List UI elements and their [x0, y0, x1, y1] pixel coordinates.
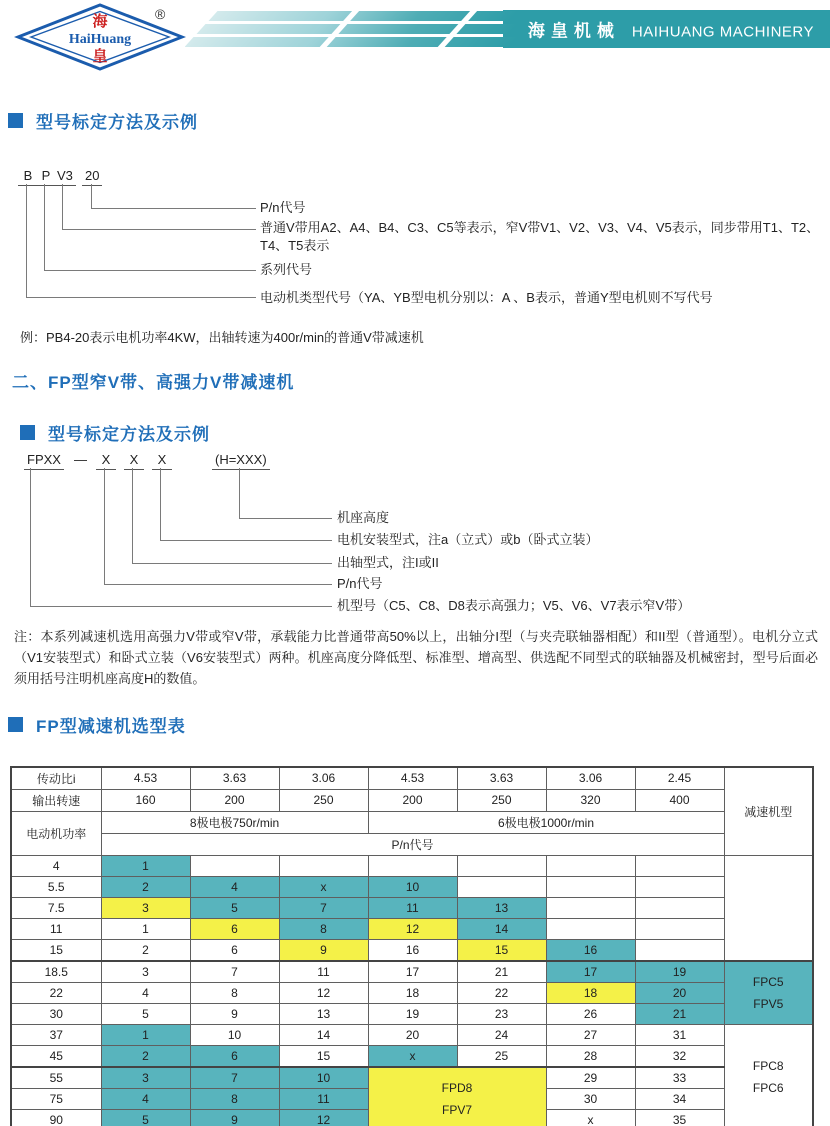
speed-value-cell: 200: [368, 789, 457, 811]
diagram2-label-model: 机型号（C5、C8、D8表示高强力；V5、V6、V7表示窄V带）: [337, 598, 691, 613]
pn-code-cell: 18: [368, 982, 457, 1003]
pn-code-cell: 10: [368, 876, 457, 897]
power-value-cell: 4: [11, 855, 101, 876]
ratio-value-cell: 3.06: [546, 767, 635, 789]
speed-value-cell: 250: [279, 789, 368, 811]
ratio-value-cell: 3.06: [279, 767, 368, 789]
pn-code-cell: 2: [101, 939, 190, 961]
selection-table: [10, 766, 814, 1126]
pn-code-cell: [546, 897, 635, 918]
pn-code-cell: 4: [101, 982, 190, 1003]
pn-code-cell: 3: [101, 1067, 190, 1089]
registered-trademark-icon: ®: [155, 6, 166, 22]
pn-code-cell: [368, 855, 457, 876]
ratio-value-cell: 2.45: [635, 767, 724, 789]
pn-code-cell: 28: [546, 1045, 635, 1067]
pn-code-cell: 32: [635, 1045, 724, 1067]
speed-value-cell: 320: [546, 789, 635, 811]
pn-code-cell: x: [546, 1109, 635, 1126]
section2-heading: 二、FP型窄V带、高强力V带减速机: [12, 373, 295, 392]
pn-code-cell: 21: [457, 961, 546, 983]
diagram1-label-belt: 普通V带用A2、A4、B4、C3、C5等表示，窄V带V1、V2、V3、V4、V5表示，同步带用T1、T2、T4、T5表示: [260, 220, 820, 253]
pn-code-cell: [635, 918, 724, 939]
pn-code-cell: 13: [457, 897, 546, 918]
pn-code-cell: [190, 855, 279, 876]
code-height: (H=XXX): [212, 452, 270, 470]
pn-code-cell: 12: [279, 982, 368, 1003]
connector-line: [30, 468, 332, 607]
pn-code-cell: 21: [635, 1003, 724, 1024]
pn-code-cell: 13: [279, 1003, 368, 1024]
pn-code-cell: 9: [279, 939, 368, 961]
power-value-cell: 5.5: [11, 876, 101, 897]
diagram2-label-mounting: 电机安装型式，注a（立式）或b（卧式立装）: [337, 532, 599, 547]
pn-code-cell: 12: [368, 918, 457, 939]
company-name-en: HAIHUANG MACHINERY: [631, 23, 814, 41]
model-type-cell: FPC5 FPV5: [724, 961, 813, 1025]
speed-value-cell: 200: [190, 789, 279, 811]
connector-line: [26, 184, 256, 298]
pn-code-cell: 9: [190, 1109, 279, 1126]
pn-code-cell: 6: [190, 918, 279, 939]
power-value-cell: 37: [11, 1024, 101, 1045]
pn-code-cell: [546, 876, 635, 897]
table-section-heading-text: FP型减速机选型表: [36, 717, 186, 736]
diagram2-label-pn: P/n代号: [337, 576, 383, 591]
pn-code-cell: 14: [457, 918, 546, 939]
pn-code-cell: x: [368, 1045, 457, 1067]
logo-char-top: 海: [92, 13, 108, 30]
pn-code-cell: 11: [279, 1088, 368, 1109]
pn-code-cell: 33: [635, 1067, 724, 1089]
banner-stripe: [185, 37, 518, 47]
pn-code-cell: 2: [101, 876, 190, 897]
pn-code-cell: 26: [546, 1003, 635, 1024]
pn-code-cell: 14: [279, 1024, 368, 1045]
pn-code-cell: 9: [190, 1003, 279, 1024]
power-label-cell: 电动机功率: [11, 811, 101, 855]
heading-square-marker: [8, 717, 23, 732]
pn-code-cell: 34: [635, 1088, 724, 1109]
pn-code-cell: 17: [546, 961, 635, 983]
pn-code-cell: 20: [635, 982, 724, 1003]
pn-header-cell: P/n代号: [101, 833, 724, 855]
heading-square-marker: [20, 425, 35, 440]
haihuang-logo: [14, 2, 186, 72]
power-value-cell: 55: [11, 1067, 101, 1089]
pn-code-cell: 19: [635, 961, 724, 983]
speed-label-cell: 输出转速: [11, 789, 101, 811]
pn-code-cell: 6: [190, 939, 279, 961]
pn-code-cell: 5: [190, 897, 279, 918]
code-belt-type: V3: [54, 168, 76, 186]
pn-code-cell: [457, 876, 546, 897]
pn-code-cell: 31: [635, 1024, 724, 1045]
pn-code-cell: 7: [279, 897, 368, 918]
pn-code-cell: [635, 897, 724, 918]
pn-code-cell: 30: [546, 1088, 635, 1109]
pn-code-cell: 11: [368, 897, 457, 918]
diagram1-label-series: 系列代号: [260, 262, 313, 277]
pn-code-cell: 4: [101, 1088, 190, 1109]
merged-model-cell: FPD8 FPV7: [368, 1067, 546, 1126]
power-value-cell: 30: [11, 1003, 101, 1024]
company-name-cn: 海皇机械: [527, 21, 620, 41]
note-paragraph: 注：本系列减速机选用高强力V带或窄V带，承载能力比普通带高50%以上，出轴分I型（与夹壳联轴器相配）和II型（普通型）。电机分立式（V1安装型式）和卧式立装（V6安装型式）两种。机座高度分降低型、标准型、增高型、供选配不同型式的联轴器及机械密封，型号后面必须用括号注明机座高度H的数值。: [14, 629, 818, 686]
speed-value-cell: 250: [457, 789, 546, 811]
pn-code-cell: 5: [101, 1109, 190, 1126]
model-header-cell: 减速机型: [724, 767, 813, 855]
pn-code-cell: 6: [190, 1045, 279, 1067]
heading-square-marker: [8, 113, 23, 128]
model-type-cell: FPC8 FPC6: [724, 1024, 813, 1126]
header-banner: [185, 10, 830, 48]
pn-code-cell: 19: [368, 1003, 457, 1024]
speed-value-cell: 160: [101, 789, 190, 811]
pn-code-cell: 16: [368, 939, 457, 961]
logo-name-en: HaiHuang: [68, 32, 132, 47]
pn-code-cell: 8: [190, 1088, 279, 1109]
company-name: [528, 17, 814, 42]
pn-code-cell: 10: [279, 1067, 368, 1089]
pn-code-cell: 4: [190, 876, 279, 897]
pn-code-cell: 1: [101, 1024, 190, 1045]
pn-code-cell: [546, 855, 635, 876]
section1-heading: [8, 108, 198, 133]
pn-code-cell: 18: [546, 982, 635, 1003]
pn-code-cell: [457, 855, 546, 876]
power-value-cell: 75: [11, 1088, 101, 1109]
pn-code-cell: 7: [190, 961, 279, 983]
diagram1-label-motor: 电动机类型代号（YA、YB型电机分别以：A 、B表示，普通Y型电机则不写代号: [260, 290, 713, 305]
power-value-cell: 11: [11, 918, 101, 939]
pn-code-cell: 24: [457, 1024, 546, 1045]
power-value-cell: 18.5: [11, 961, 101, 983]
section1-heading-text: 型号标定方法及示例: [36, 113, 198, 132]
pn-code-cell: [635, 855, 724, 876]
pn-code-cell: 27: [546, 1024, 635, 1045]
model-type-cell: [724, 855, 813, 961]
pn-code-cell: 22: [457, 982, 546, 1003]
pn-code-cell: 1: [101, 855, 190, 876]
code-x3: X: [152, 452, 172, 470]
example-text: 例：PB4-20表示电机功率4KW，出轴转速为400r/min的普通V带减速机: [20, 330, 424, 345]
pn-code-cell: 8: [190, 982, 279, 1003]
pn-code-cell: 29: [546, 1067, 635, 1089]
power-value-cell: 45: [11, 1045, 101, 1067]
ratio-value-cell: 3.63: [190, 767, 279, 789]
pn-code-cell: [635, 939, 724, 961]
pn-code-cell: 7: [190, 1067, 279, 1089]
code-x1: X: [96, 452, 116, 470]
pn-code-cell: 10: [190, 1024, 279, 1045]
pn-code-cell: [546, 918, 635, 939]
code-pn: 20: [82, 168, 102, 186]
pole8-header-cell: 8极电极750r/min: [101, 811, 368, 833]
pn-code-cell: 20: [368, 1024, 457, 1045]
pole6-header-cell: 6极电极1000r/min: [368, 811, 724, 833]
pn-code-cell: 11: [279, 961, 368, 983]
table-section-heading: [8, 712, 186, 737]
code-dash: —: [74, 452, 87, 467]
pn-code-cell: 2: [101, 1045, 190, 1067]
code-x2: X: [124, 452, 144, 470]
diagram2-label-shaft: 出轴型式，注I或II: [337, 555, 439, 570]
ratio-label-cell: 传动比i: [11, 767, 101, 789]
section2-subheading: [20, 420, 210, 445]
power-value-cell: 90: [11, 1109, 101, 1126]
diagram2-label-height: 机座高度: [337, 510, 390, 525]
code-series: P: [36, 168, 56, 186]
pn-code-cell: 5: [101, 1003, 190, 1024]
pn-code-cell: 1: [101, 918, 190, 939]
pn-code-cell: 12: [279, 1109, 368, 1126]
ratio-value-cell: 4.53: [368, 767, 457, 789]
pn-code-cell: 15: [457, 939, 546, 961]
pn-code-cell: 15: [279, 1045, 368, 1067]
power-value-cell: 22: [11, 982, 101, 1003]
pn-code-cell: 16: [546, 939, 635, 961]
pn-code-cell: [279, 855, 368, 876]
pn-code-cell: [635, 876, 724, 897]
speed-value-cell: 400: [635, 789, 724, 811]
pn-code-cell: 25: [457, 1045, 546, 1067]
ratio-value-cell: 4.53: [101, 767, 190, 789]
pn-code-cell: x: [279, 876, 368, 897]
pn-code-cell: 35: [635, 1109, 724, 1126]
pn-code-cell: 23: [457, 1003, 546, 1024]
power-value-cell: 15: [11, 939, 101, 961]
power-value-cell: 7.5: [11, 897, 101, 918]
section2-subheading-text: 型号标定方法及示例: [48, 425, 210, 444]
code-fpxx: FPXX: [24, 452, 64, 470]
pn-code-cell: 17: [368, 961, 457, 983]
code-motor-type: B: [18, 168, 38, 186]
pn-code-cell: 3: [101, 961, 190, 983]
diagram1-label-pn: P/n代号: [260, 200, 306, 215]
banner-stripe: [196, 24, 517, 34]
pn-code-cell: 3: [101, 897, 190, 918]
ratio-value-cell: 3.63: [457, 767, 546, 789]
logo-char-bottom: 皇: [92, 48, 108, 65]
pn-code-cell: 8: [279, 918, 368, 939]
